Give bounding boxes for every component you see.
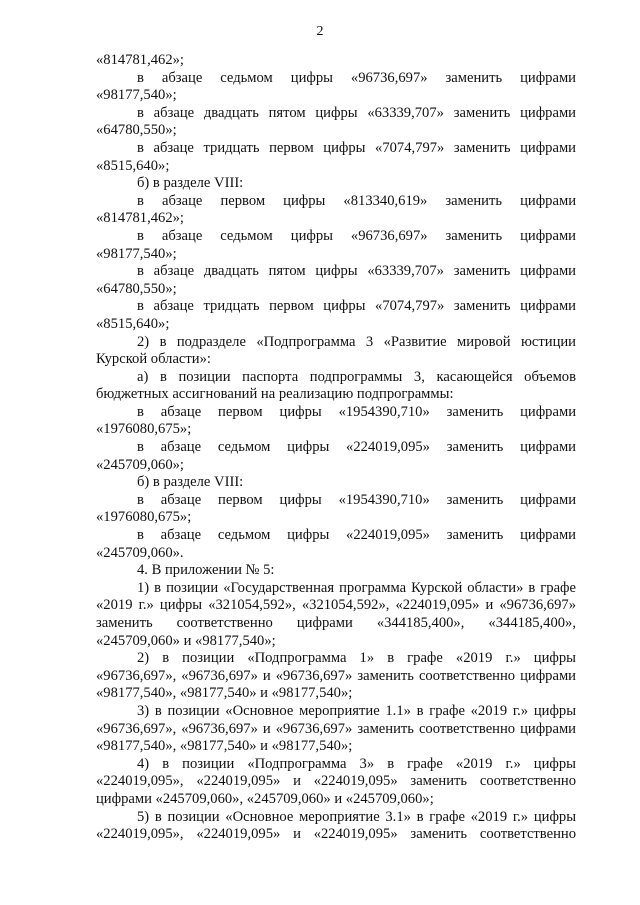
text-line: в абзаце седьмом цифры «96736,697» заменить цифрами: [137, 69, 576, 86]
text-line: Курской области»:: [96, 351, 211, 368]
text-line: в абзаце первом цифры «1954390,710» заменить цифрами: [137, 491, 576, 508]
text-line: «98177,540»;: [96, 245, 177, 262]
text-line: б) в разделе VIII:: [137, 175, 244, 192]
text-line: «2019 г.» цифры «321054,592», «321054,592», «224019,095» и «96736,697»: [96, 597, 576, 614]
text-line: 1) в позиции «Государственная программа Курской области» в графе: [137, 579, 576, 596]
text-line: в абзаце первом цифры «813340,619» заменить цифрами: [137, 192, 576, 209]
text-line: а) в позиции паспорта подпрограммы 3, касающейся объемов: [137, 368, 576, 385]
text-line: «64780,550»;: [96, 122, 177, 139]
text-line: «814781,462»;: [96, 210, 184, 227]
text-line: в абзаце седьмом цифры «224019,095» заменить цифрами: [137, 527, 576, 544]
text-line: «1976080,675»;: [96, 509, 192, 526]
text-line: «96736,697», «96736,697» и «96736,697» заменить соответственно цифрами: [96, 720, 576, 737]
text-line: «245709,060».: [96, 544, 184, 561]
text-line: заменить соответственно цифрами «344185,400», «344185,400»,: [96, 615, 576, 631]
text-line: «96736,697», «96736,697» и «96736,697» заменить соответственно цифрами: [96, 667, 576, 684]
text-line: «64780,550»;: [96, 280, 177, 297]
text-line: в абзаце двадцать пятом цифры «63339,707» заменить цифрами: [137, 263, 576, 280]
text-line: цифрами «245709,060», «245709,060» и «245709,060»;: [96, 790, 434, 807]
page-number: 2: [316, 24, 324, 39]
text-line: «224019,095», «224019,095» и «224019,095» заменить соответственно: [96, 773, 576, 790]
text-line: в абзаце седьмом цифры «224019,095» заменить цифрами: [137, 439, 576, 456]
text-line: бюджетных ассигнований на реализацию подпрограммы:: [96, 386, 454, 403]
text-line: «98177,540»;: [96, 87, 177, 104]
text-line: «8515,640»;: [96, 157, 170, 174]
text-line: 2) в подразделе «Подпрограмма 3 «Развитие мировой юстиции: [137, 333, 576, 350]
text-line: «8515,640»;: [96, 315, 170, 332]
text-line: «1976080,675»;: [96, 421, 192, 438]
text-line: в абзаце седьмом цифры «96736,697» заменить цифрами: [137, 227, 576, 244]
text-line: в абзаце тридцать первом цифры «7074,797» заменить цифрами: [137, 298, 576, 315]
text-line: «98177,540», «98177,540» и «98177,540»;: [96, 738, 353, 755]
text-line: 5) в позиции «Основное мероприятие 3.1» в графе «2019 г.» цифры: [137, 808, 576, 825]
document-body: [96, 52, 576, 844]
text-line: в абзаце тридцать первом цифры «7074,797» заменить цифрами: [137, 139, 576, 156]
text-line: «224019,095», «224019,095» и «224019,095» заменить соответственно: [96, 826, 576, 843]
text-line: «245709,060» и «98177,540»;: [96, 632, 276, 649]
text-line: 3) в позиции «Основное мероприятие 1.1» в графе «2019 г.» цифры: [137, 702, 576, 719]
text-line: 4) в позиции «Подпрограмма 3» в графе «2019 г.» цифры: [137, 755, 576, 772]
text-line: «245709,060»;: [96, 456, 184, 473]
text-line: 2) в позиции «Подпрограмма 1» в графе «2019 г.» цифры: [137, 650, 576, 667]
text-line: «98177,540», «98177,540» и «98177,540»;: [96, 685, 353, 702]
text-line: «814781,462»;: [96, 52, 184, 68]
text-line: б) в разделе VIII:: [137, 474, 244, 491]
text-line: в абзаце первом цифры «1954390,710» заменить цифрами: [137, 403, 576, 420]
text-line: 4. В приложении № 5:: [137, 562, 275, 579]
text-line: в абзаце двадцать пятом цифры «63339,707» заменить цифрами: [137, 104, 576, 121]
